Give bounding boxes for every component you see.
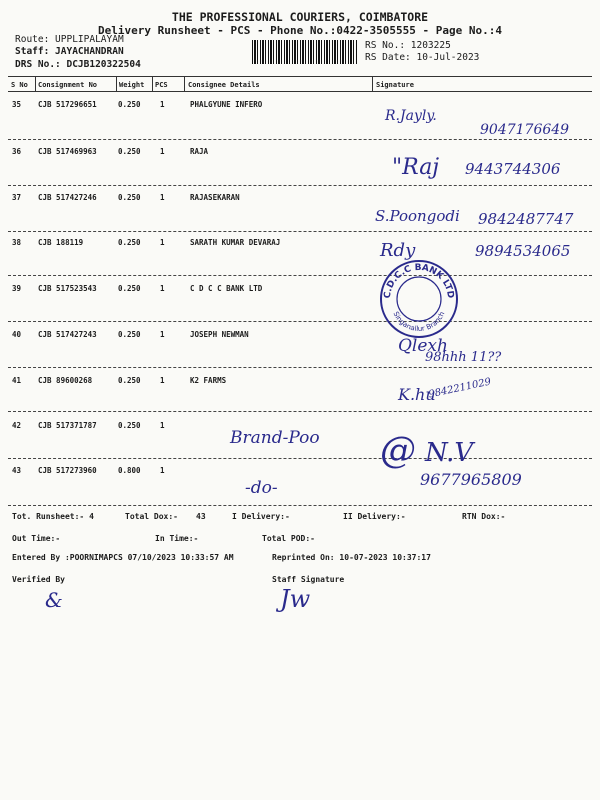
i-delivery: I Delivery:- [232, 512, 290, 521]
col-consignee: Consignee Details [188, 81, 260, 89]
total-pod: Total POD:- [262, 534, 315, 543]
handwritten-signature: Rdy [380, 240, 416, 261]
drs-number: DRS No.: DCJB120322504 [15, 59, 141, 70]
tot-runsheet: Tot. Runsheet:- 4 [12, 512, 94, 521]
handwritten-name: R.Jayly. [385, 108, 437, 124]
col-consignment: Consignment No [38, 81, 98, 89]
in-time: In Time:- [155, 534, 199, 543]
handwritten-phone: 9677965809 [420, 470, 522, 489]
handwritten-name: S.Poongodi [375, 207, 460, 225]
barcode [252, 40, 358, 64]
staff-signature: Jw [280, 585, 311, 613]
col-weight: Weight [119, 81, 145, 89]
rs-number: RS No.: 1203225 [365, 40, 451, 51]
out-time: Out Time:- [12, 534, 61, 543]
svg-text:C.D.C.C BANK LTD [383, 263, 455, 299]
handwritten-phone: 9047176649 [480, 122, 570, 138]
handwritten-note: -do- [245, 478, 278, 498]
svg-text:Singanallur Branch [392, 310, 447, 333]
handwritten-signature: N.V [425, 438, 474, 468]
handwritten-signature: @ [380, 430, 416, 471]
handwritten-phone: 98hhh 11?? [425, 350, 502, 365]
handwritten-phone: 9894534065 [475, 242, 571, 260]
col-sno: S No [11, 81, 28, 89]
company-title: THE PROFESSIONAL COURIERS, COIMBATORE [171, 10, 429, 24]
handwritten-phone: 9842211029 [427, 376, 493, 401]
staff-label: Staff: JAYACHANDRAN [15, 46, 124, 57]
bank-stamp [378, 258, 460, 340]
handwritten-note: Brand-Poo [230, 428, 320, 448]
ii-delivery: II Delivery:- [343, 512, 406, 521]
reprinted-on: Reprinted On: 10-07-2023 10:37:17 [272, 553, 431, 562]
verified-by: Verified By [12, 575, 65, 584]
route-label: Route: UPPLIPALAYAM [15, 34, 124, 45]
handwritten-phone: 9443744306 [465, 160, 561, 178]
rs-date: RS Date: 10-Jul-2023 [365, 52, 480, 63]
col-signature: Signature [376, 81, 414, 89]
rtn-dox: RTN Dox:- [462, 512, 506, 521]
stamp-top-text: C.D.C.C BANK LTD [382, 262, 456, 300]
col-pcs: PCS [155, 81, 168, 89]
total-dox-value: 43 [196, 512, 206, 521]
handwritten-signature: "Raj [392, 155, 440, 180]
total-dox-label: Total Dox:- [125, 512, 178, 521]
stamp-bottom-text: Singanallur Branch [391, 310, 447, 334]
verified-signature: & [45, 588, 63, 612]
runsheet-subtitle: Delivery Runsheet - PCS - Phone No.:0422-3505555 - Page No.:4 [98, 24, 502, 37]
handwritten-phone: 9842487747 [478, 210, 574, 228]
entered-by: Entered By :POORNIMAPCS 07/10/2023 10:33:57 AM [12, 553, 234, 562]
staff-signature-label: Staff Signature [272, 575, 345, 584]
handwritten-signature: K.hu [398, 385, 436, 404]
table-top-line [8, 76, 592, 77]
table-header-line [8, 91, 592, 92]
handwritten-signature: Qlexh [398, 336, 448, 356]
